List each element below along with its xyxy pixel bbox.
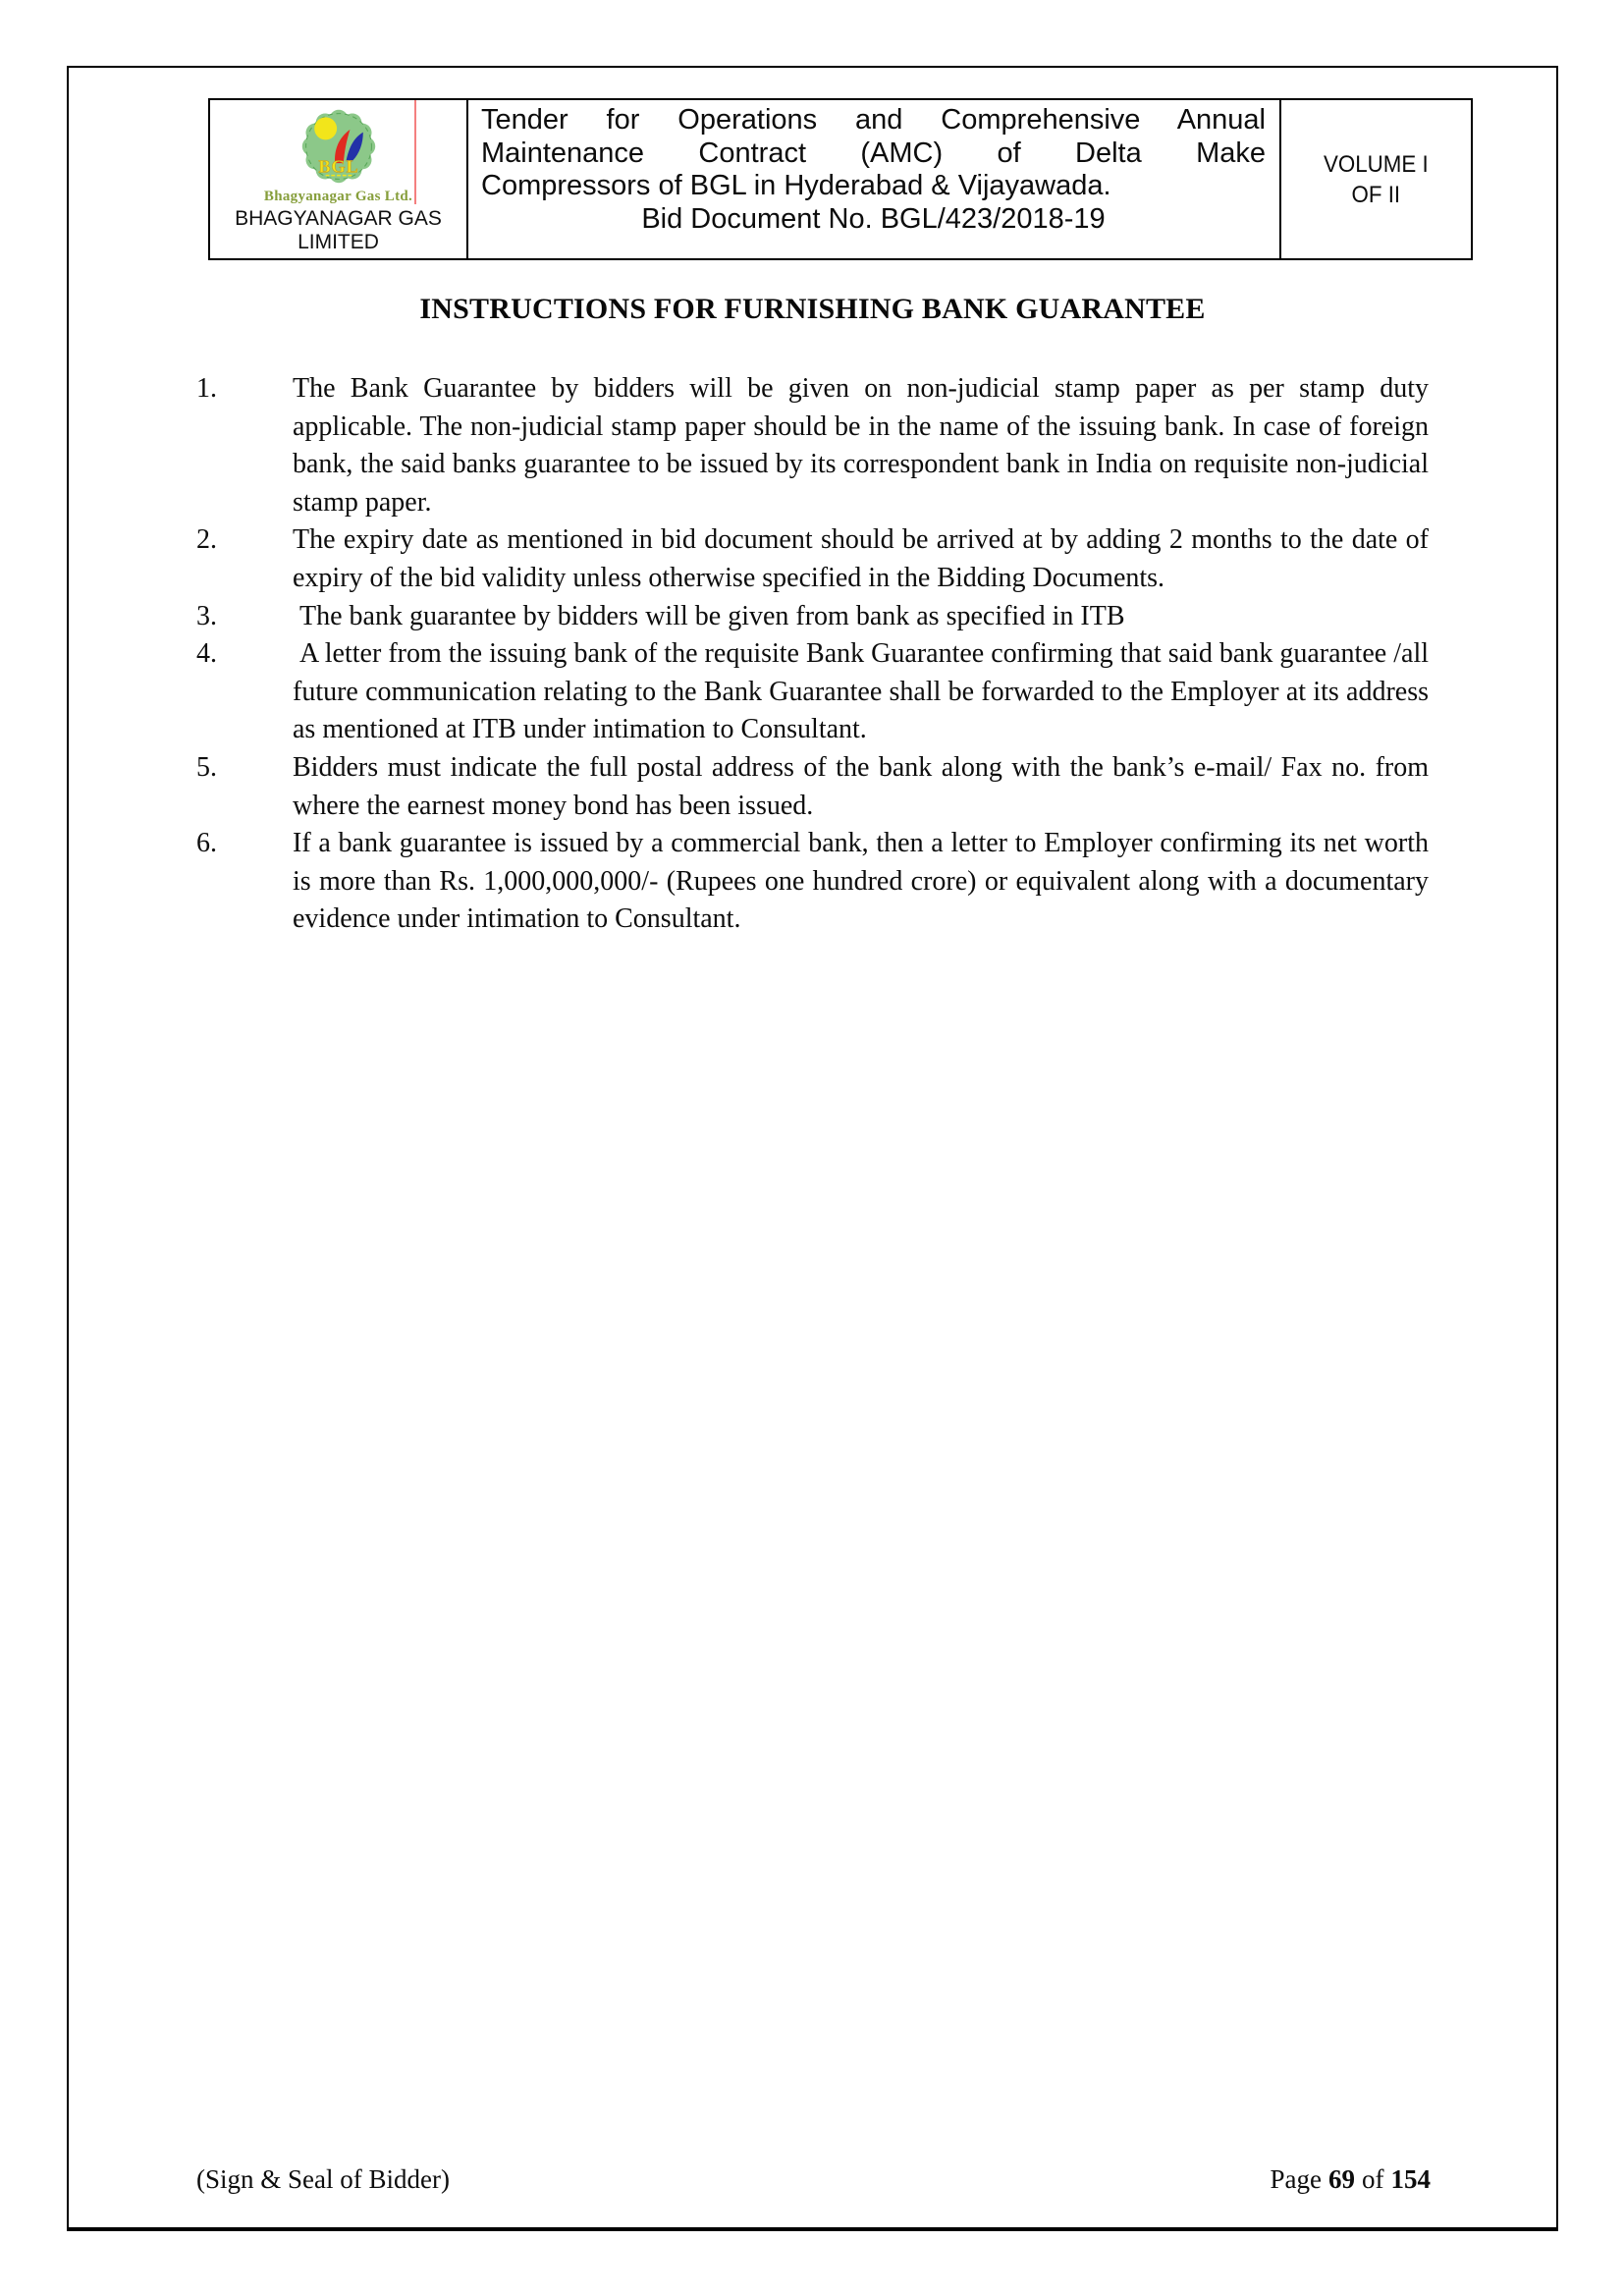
- sign-seal-label: (Sign & Seal of Bidder): [196, 2164, 450, 2194]
- volume-line2: OF II: [1351, 181, 1401, 208]
- item-text: If a bank guarantee is issued by a commercial bank, then a letter to Employer confirming its net worth is more than Rs. 1,000,000,000/- (Rupees one hundred crore) or equivalent along with a documentary evidence under intimation to Consultant.: [293, 828, 1435, 935]
- header-table: [208, 98, 1473, 260]
- list-item: [196, 521, 1435, 597]
- page-footer: [196, 2164, 1431, 2195]
- logo-caption: Bhagyanagar Gas Ltd.: [263, 189, 413, 204]
- tender-title-line2: Maintenance Contract (AMC) of Delta Make: [481, 137, 1266, 169]
- item-number: 3.: [196, 600, 217, 631]
- page-total: 154: [1390, 2164, 1431, 2194]
- item-text: The Bank Guarantee by bidders will be given on non-judicial stamp paper as per stamp duty applicable. The non-judicial stamp paper should be in the name of the issuing bank. In case of foreign bank, the said banks guarantee to be issued by its correspondent bank in India on requisite non-judicial stamp paper.: [293, 373, 1435, 518]
- org-name-line2: LIMITED: [298, 231, 379, 253]
- item-number: 6.: [196, 828, 217, 859]
- page-label: Page: [1270, 2164, 1322, 2194]
- item-number: 4.: [196, 638, 217, 670]
- list-item: [196, 635, 1435, 749]
- bid-document-number: Bid Document No. BGL/423/2018-19: [641, 202, 1106, 235]
- item-number: 1.: [196, 373, 217, 404]
- list-item: [196, 370, 1435, 521]
- item-number: 2.: [196, 524, 217, 556]
- item-text: The expiry date as mentioned in bid document should be arrived at by adding 2 months to the date of expiry of the bid validity unless otherwise specified in the Bidding Documents.: [293, 524, 1435, 593]
- section-heading: INSTRUCTIONS FOR FURNISHING BANK GUARANTEE: [419, 293, 1206, 325]
- bgl-acronym-text: BGL: [317, 156, 359, 177]
- item-text: A letter from the issuing bank of the requisite Bank Guarantee confirming that said bank guarantee /all future communication relating to the Bank Guarantee shall be forwarded to the Employer at its address as mentioned at ITB under intimation to Consultant.: [293, 638, 1435, 745]
- of-label: of: [1362, 2164, 1384, 2194]
- page-info: [1271, 2164, 1431, 2195]
- org-name-line1: BHAGYANAGAR GAS: [235, 207, 442, 230]
- list-item: [196, 749, 1435, 825]
- red-line: [414, 100, 416, 204]
- instructions-list: [196, 370, 1435, 939]
- list-item: [196, 598, 1429, 636]
- volume-line1: VOLUME I: [1324, 150, 1429, 178]
- bgl-logo-icon: [292, 105, 386, 188]
- header-cell-title: [466, 100, 1279, 258]
- volume-label: [1324, 149, 1429, 210]
- org-name: [235, 207, 442, 254]
- item-text: Bidders must indicate the full postal address of the bank along with the bank’s e-mail/ Fax no. from where the earnest money bond has been issued.: [293, 751, 1435, 821]
- list-item: [196, 825, 1435, 939]
- page-number: 69: [1328, 2164, 1355, 2194]
- item-text: The bank guarantee by bidders will be given from bank as specified in ITB: [293, 600, 1125, 631]
- tender-title-line3: Compressors of BGL in Hyderabad & Vijayawada.: [481, 170, 1111, 201]
- sun-icon: [314, 117, 337, 139]
- header-cell-logo: [210, 100, 466, 258]
- header-cell-volume: [1279, 100, 1471, 258]
- item-number: 5.: [196, 751, 217, 783]
- tender-title-line1: Tender for Operations and Comprehensive Annual: [481, 104, 1266, 136]
